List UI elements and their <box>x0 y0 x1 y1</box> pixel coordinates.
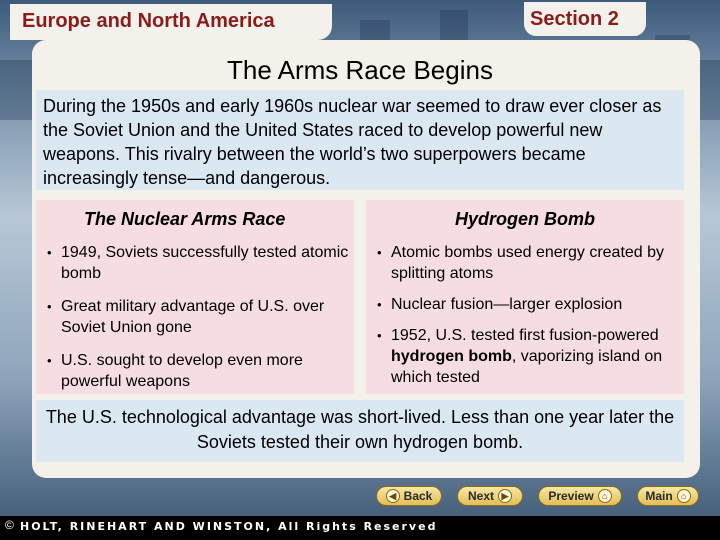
bullet-text: 1952, U.S. tested first fusion-powered <box>391 327 659 344</box>
arrow-right-icon: ▶ <box>498 489 512 503</box>
home-icon: ⌂ <box>598 489 612 503</box>
nuclear-arms-race-column <box>36 200 354 394</box>
bullet-list <box>374 242 680 398</box>
footer-copyright: HOLT, RINEHART AND WINSTON, All Rights Reserved <box>20 520 438 533</box>
list-item: • Great military advantage of U.S. over Soviet Union gone <box>44 296 350 338</box>
copyright-icon: © <box>5 518 14 532</box>
bullet-list <box>44 242 350 404</box>
list-item: • U.S. sought to develop even more powerful weapons <box>44 350 350 392</box>
next-label: Next <box>467 489 494 503</box>
list-item <box>374 325 680 388</box>
bullet-text: , vaporizing island on which tested <box>391 348 663 386</box>
main-menu-icon: ⌂ <box>677 489 691 503</box>
back-button[interactable] <box>376 486 442 506</box>
list-item: • 1949, Soviets successfully tested atomic bomb <box>44 242 350 284</box>
column-heading: Hydrogen Bomb <box>454 209 595 229</box>
section-label: Section 2 <box>530 8 619 30</box>
hydrogen-bomb-term: hydrogen bomb <box>391 348 512 365</box>
back-label: Back <box>403 489 433 503</box>
slide-title: The Arms Race Begins <box>227 55 493 85</box>
preview-label: Preview <box>548 489 594 503</box>
course-title: Europe and North America <box>22 10 275 32</box>
arrow-left-icon: ◀ <box>386 489 400 503</box>
column-heading: The Nuclear Arms Race <box>84 209 286 229</box>
preview-button[interactable] <box>538 486 622 506</box>
main-button[interactable] <box>637 486 699 506</box>
outro-paragraph: The U.S. technological advantage was short-lived. Less than one year later the Soviets tested their own hydrogen bomb. <box>36 400 684 462</box>
hydrogen-bomb-column <box>366 200 684 394</box>
list-item: • Nuclear fusion—larger explosion <box>374 294 680 315</box>
main-label: Main <box>645 489 673 503</box>
list-item: • Atomic bombs used energy created by splitting atoms <box>374 242 680 284</box>
next-button[interactable] <box>457 486 523 506</box>
intro-paragraph: During the 1950s and early 1960s nuclear war seemed to draw ever closer as the Soviet Union and the United States raced to develop powerful new weapons. This rivalry between the world’s two superpowers became increasingly tense—and dangerous. <box>36 90 684 190</box>
